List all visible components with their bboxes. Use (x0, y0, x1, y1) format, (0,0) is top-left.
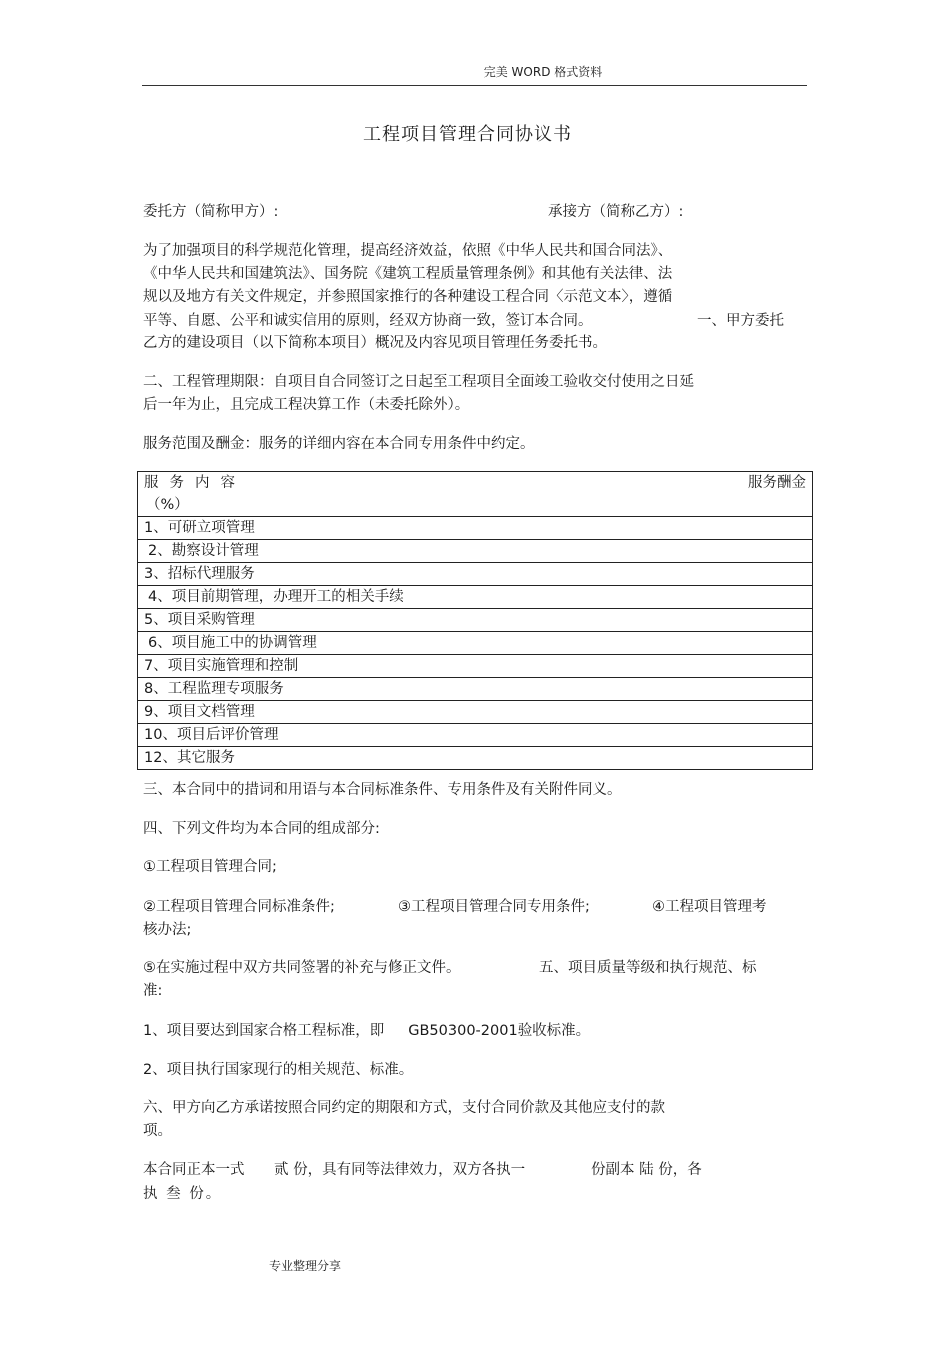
table-row (138, 609, 813, 632)
intro-line-5: 乙方的建设项目（以下简称本项目）概况及内容见项目管理任务委托书。 (143, 335, 607, 351)
section6-line-2: 项。 (143, 1123, 172, 1139)
quality-item-1 (143, 1020, 590, 1043)
doc-item-3: ③工程项目管理合同专用条件; (398, 899, 590, 915)
intro-line-4: 平等、自愿、公平和诚实信用的原则，经双方协商一致，签订本合同。 (143, 313, 593, 329)
copies-line-2: 执 叁 份。 (143, 1186, 223, 1202)
section5-heading: 五、项目质量等级和执行规范、标 (539, 960, 757, 976)
contractor-label: 承接方（简称乙方）: (548, 204, 684, 220)
quality-item-1-suffix: 验收标准。 (517, 1023, 591, 1039)
table-cell: 2、勘察设计管理 (138, 540, 813, 563)
header-divider (142, 85, 807, 86)
table-row (138, 724, 813, 747)
intro-line-3: 规以及地方有关文件规定，并参照国家推行的各种建设工程合同〈示范文本〉，遵循 (143, 289, 673, 305)
table-row (138, 701, 813, 724)
section2-line-1: 二、工程管理期限：自项目自合同签订之日起至工程项目全面竣工验收交付使用之日延 (143, 374, 694, 390)
section5-cont: 准: (143, 983, 163, 999)
table-cell: 4、项目前期管理，办理开工的相关手续 (138, 586, 813, 609)
table-header-row (138, 472, 813, 517)
table-cell: 9、项目文档管理 (138, 701, 813, 724)
service-scope: 服务范围及酬金：服务的详细内容在本合同专用条件中约定。 (143, 436, 535, 452)
doc-item-2: ②工程项目管理合同标准条件; (143, 899, 335, 915)
intro-line-1: 为了加强项目的科学规范化管理，提高经济效益，依照《中华人民共和国合同法》、 (143, 243, 673, 259)
table-cell: 1、可研立项管理 (138, 517, 813, 540)
table-cell: 5、项目采购管理 (138, 609, 813, 632)
doc-item-4-cont: 核办法; (143, 922, 192, 938)
table-cell: 3、招标代理服务 (138, 563, 813, 586)
doc-item-1: ①工程项目管理合同; (143, 859, 277, 875)
page-header: 完美 WORD 格式资料 (483, 65, 603, 79)
copies-line-1b: 贰 份，具有同等法律效力，双方各执一 (274, 1162, 526, 1178)
document-title: 工程项目管理合同协议书 (363, 124, 572, 145)
table-row (138, 517, 813, 540)
table-row (138, 632, 813, 655)
table-cell: 7、项目实施管理和控制 (138, 655, 813, 678)
client-label: 委托方（简称甲方）: (143, 204, 279, 220)
section6-line-1: 六、甲方向乙方承诺按照合同约定的期限和方式，支付合同价款及其他应支付的款 (143, 1100, 665, 1116)
quality-item-1-text: 1、项目要达到国家合格工程标准，即 (143, 1023, 385, 1039)
doc-item-5: ⑤在实施过程中双方共同签署的补充与修正文件。 (143, 960, 461, 976)
page-footer: 专业整理分享 (269, 1259, 342, 1273)
standard-code: GB50300-2001 (408, 1023, 518, 1039)
section2-line-2: 后一年为止，且完成工程决算工作（未委托除外）。 (143, 397, 470, 413)
header-service-fee: 服务酬金 (748, 475, 806, 491)
table-row (138, 563, 813, 586)
doc-item-4: ④工程项目管理考 (652, 899, 767, 915)
quality-item-2: 2、项目执行国家现行的相关规范、标准。 (143, 1062, 414, 1078)
section3: 三、本合同中的措词和用语与本合同标准条件、专用条件及有关附件同义。 (143, 782, 622, 798)
service-table (137, 471, 813, 770)
copies-line-1a: 本合同正本一式 (143, 1162, 245, 1178)
header-service-content: 服务内容 (144, 475, 246, 491)
table-row (138, 655, 813, 678)
table-row (138, 747, 813, 770)
section4: 四、下列文件均为本合同的组成部分: (143, 821, 380, 837)
table-cell: 12、其它服务 (138, 747, 813, 770)
table-cell: 6、项目施工中的协调管理 (138, 632, 813, 655)
table-row (138, 678, 813, 701)
intro-line-2: 《中华人民共和国建筑法》、国务院《建筑工程质量管理条例》和其他有关法律、法 (143, 266, 673, 282)
copies-line-1c: 份副本 陆 份，各 (591, 1162, 702, 1178)
table-cell: 10、项目后评价管理 (138, 724, 813, 747)
section1-heading: 一、甲方委托 (697, 313, 784, 329)
table-row (138, 586, 813, 609)
header-fee-unit: （%） (146, 497, 189, 513)
table-header-cell (138, 472, 813, 517)
table-row (138, 540, 813, 563)
table-cell: 8、工程监理专项服务 (138, 678, 813, 701)
